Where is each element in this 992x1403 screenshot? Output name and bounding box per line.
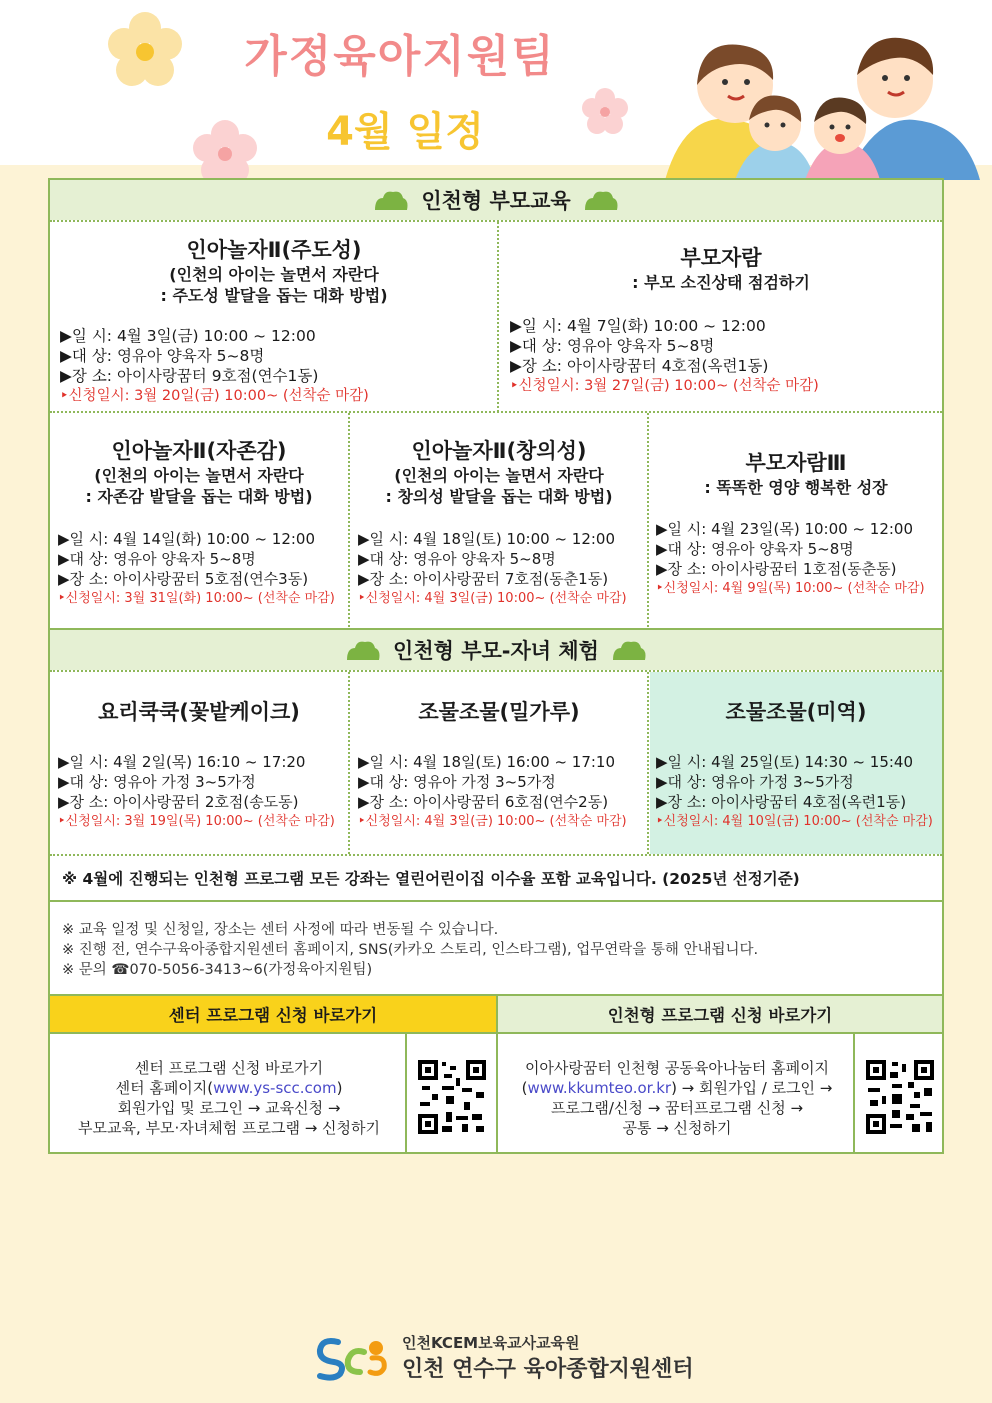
page-subtitle: 4월 일정 bbox=[326, 109, 484, 155]
event-place: ▶장 소: 아이사랑꿈터 7호점(동춘1동) bbox=[358, 570, 609, 588]
notes-list bbox=[62, 920, 758, 980]
divider bbox=[497, 222, 499, 412]
event-card-highlighted bbox=[650, 672, 942, 854]
event-subtitle: : 부모 소진상태 점검하기 bbox=[632, 273, 810, 292]
section-title: 인천형 부모-자녀 체험 bbox=[393, 639, 599, 663]
event-date: ▶일 시: 4월 23일(목) 10:00 ~ 12:00 bbox=[656, 520, 914, 538]
event-apply: ‣신청일시: 4월 10일(금) 10:00~ (선착순 마감) bbox=[656, 814, 933, 829]
event-title: 요리쿡쿡(꽃밭케이크) bbox=[98, 700, 300, 724]
event-target: ▶대 상: 영유아 양육자 5~8명 bbox=[358, 550, 556, 568]
bush-icon bbox=[583, 190, 619, 210]
event-details bbox=[358, 752, 627, 832]
family-illustration bbox=[655, 30, 985, 190]
event-details bbox=[58, 752, 335, 832]
event-subtitle: (인천의 아이는 놀면서 자란다 bbox=[94, 466, 304, 485]
event-details bbox=[656, 519, 925, 599]
event-title: 인아놀자Ⅱ(주도성) bbox=[186, 238, 362, 262]
event-place: ▶장 소: 아이사랑꿈터 2호점(송도동) bbox=[58, 793, 299, 811]
bush-icon bbox=[611, 640, 647, 660]
event-target: ▶대 상: 영유아 가정 3~5가정 bbox=[58, 773, 256, 791]
event-title: 조물조물(미역) bbox=[725, 700, 867, 724]
event-subtitle: : 주도성 발달을 돕는 대화 방법) bbox=[160, 286, 388, 305]
event-subtitle: (인천의 아이는 놀면서 자란다 bbox=[169, 265, 379, 284]
schedule-frame bbox=[48, 178, 944, 1154]
event-card bbox=[50, 222, 498, 410]
bush-icon bbox=[345, 640, 381, 660]
open-daycare-notice: ※ 4월에 진행되는 인천형 프로그램 모든 강좌는 열린어린이집 이수율 포함 교육입니다. (2025년 선정기준) bbox=[62, 870, 800, 888]
event-target: ▶대 상: 영유아 가정 3~5가정 bbox=[656, 773, 854, 791]
event-place: ▶장 소: 아이사랑꿈터 9호점(연수1동) bbox=[60, 367, 319, 385]
event-apply: ‣신청일시: 3월 19일(목) 10:00~ (선착순 마감) bbox=[58, 814, 335, 829]
event-date: ▶일 시: 4월 18일(토) 10:00 ~ 12:00 bbox=[358, 530, 616, 548]
qr-code-icon[interactable] bbox=[416, 1058, 488, 1136]
event-date: ▶일 시: 4월 3일(금) 10:00 ~ 12:00 bbox=[60, 327, 316, 345]
section-heading-parent-child bbox=[50, 630, 942, 670]
event-date: ▶일 시: 4월 18일(토) 16:00 ~ 17:10 bbox=[358, 753, 616, 771]
event-details bbox=[510, 316, 819, 396]
event-details bbox=[656, 752, 933, 832]
event-card bbox=[50, 672, 348, 854]
divider bbox=[647, 672, 649, 854]
flower-icon bbox=[185, 120, 265, 180]
event-target: ▶대 상: 영유아 가정 3~5가정 bbox=[358, 773, 556, 791]
divider bbox=[496, 996, 498, 1152]
flower-icon bbox=[580, 88, 630, 138]
instruction-line: 프로그램/신청 → 꿈터프로그램 신청 → bbox=[550, 1099, 804, 1117]
event-title: 인아놀자Ⅱ(창의성) bbox=[411, 439, 587, 463]
page-title: 가정육아지원팀 bbox=[244, 31, 556, 82]
qr-code-icon[interactable] bbox=[864, 1058, 936, 1136]
event-subtitle: : 자존감 발달을 돕는 대화 방법) bbox=[85, 487, 313, 506]
event-apply: ‣신청일시: 4월 3일(금) 10:00~ (선착순 마감) bbox=[358, 591, 627, 606]
divider bbox=[647, 413, 649, 627]
section-heading-parent-education bbox=[50, 180, 942, 220]
event-apply: ‣신청일시: 4월 3일(금) 10:00~ (선착순 마감) bbox=[358, 814, 627, 829]
event-subtitle: : 똑똑한 영양 행복한 성장 bbox=[704, 478, 888, 497]
event-date: ▶일 시: 4월 14일(화) 10:00 ~ 12:00 bbox=[58, 530, 316, 548]
event-subtitle: : 창의성 발달을 돕는 대화 방법) bbox=[385, 487, 613, 506]
note-item: ※ 문의 ☎070-5056-3413~6(가정육아지원팀) bbox=[62, 962, 373, 978]
event-title: 조물조물(밀가루) bbox=[418, 700, 580, 724]
event-title: 인아놀자Ⅱ(자존감) bbox=[111, 439, 287, 463]
event-place: ▶장 소: 아이사랑꿈터 1호점(동춘동) bbox=[656, 560, 897, 578]
event-date: ▶일 시: 4월 25일(토) 14:30 ~ 15:40 bbox=[656, 753, 914, 771]
instruction-text: ) → 회원가입 / 로그인 → bbox=[671, 1079, 833, 1097]
divider bbox=[853, 1034, 855, 1152]
event-date: ▶일 시: 4월 2일(목) 16:10 ~ 17:20 bbox=[58, 753, 306, 771]
event-card bbox=[350, 413, 648, 627]
instruction-line bbox=[54, 1078, 404, 1098]
event-target: ▶대 상: 영유아 양육자 5~8명 bbox=[60, 347, 265, 365]
instruction-line: 센터 프로그램 신청 바로가기 bbox=[134, 1059, 324, 1077]
note-item: ※ 교육 일정 및 신청일, 장소는 센터 사정에 따라 변동될 수 있습니다. bbox=[62, 922, 499, 938]
instruction-text: ( bbox=[521, 1079, 528, 1097]
event-date: ▶일 시: 4월 7일(화) 10:00 ~ 12:00 bbox=[510, 317, 766, 335]
event-card bbox=[500, 222, 942, 410]
footer-org-subtitle: 인천KCEM보육교사교육원 bbox=[402, 1334, 580, 1352]
event-target: ▶대 상: 영유아 양육자 5~8명 bbox=[58, 550, 256, 568]
event-place: ▶장 소: 아이사랑꿈터 4호점(옥련1동) bbox=[656, 793, 907, 811]
flower-icon bbox=[100, 10, 190, 90]
event-target: ▶대 상: 영유아 양육자 5~8명 bbox=[510, 337, 715, 355]
event-card bbox=[650, 413, 942, 627]
center-logo-icon bbox=[314, 1332, 394, 1382]
event-details bbox=[60, 326, 369, 406]
section-title: 인천형 부모교육 bbox=[421, 189, 571, 213]
event-apply: ‣신청일시: 4월 9일(목) 10:00~ (선착순 마감) bbox=[656, 581, 925, 596]
incheon-instructions bbox=[502, 1058, 852, 1138]
event-card bbox=[350, 672, 648, 854]
instruction-text: ) bbox=[336, 1079, 343, 1097]
footer-org-name: 인천 연수구 육아종합지원센터 bbox=[402, 1357, 694, 1382]
incheon-program-link-heading[interactable]: 인천형 프로그램 신청 바로가기 bbox=[498, 996, 942, 1032]
event-place: ▶장 소: 아이사랑꿈터 4호점(옥련1동) bbox=[510, 357, 769, 375]
instruction-text: 센터 홈페이지( bbox=[115, 1079, 214, 1097]
event-place: ▶장 소: 아이사랑꿈터 5호점(연수3동) bbox=[58, 570, 309, 588]
event-title: 부모자람 bbox=[680, 246, 762, 270]
center-homepage-link[interactable]: www.ys-scc.com bbox=[213, 1079, 337, 1097]
event-apply: ‣신청일시: 3월 31일(화) 10:00~ (선착순 마감) bbox=[58, 591, 335, 606]
event-details bbox=[58, 529, 335, 609]
instruction-line: 이아사랑꿈터 인천형 공동육아나눔터 홈페이지 bbox=[524, 1059, 830, 1077]
event-apply: ‣신청일시: 3월 27일(금) 10:00~ (선착순 마감) bbox=[510, 378, 819, 394]
bush-icon bbox=[373, 190, 409, 210]
instruction-line: 공통 → 신청하기 bbox=[622, 1119, 732, 1137]
divider bbox=[50, 900, 942, 902]
event-details bbox=[358, 529, 627, 609]
kkumteo-homepage-link[interactable]: www.kkumteo.or.kr bbox=[527, 1079, 672, 1097]
event-target: ▶대 상: 영유아 양육자 5~8명 bbox=[656, 540, 854, 558]
instruction-line: 부모교육, 부모·자녀체험 프로그램 → 신청하기 bbox=[78, 1119, 380, 1137]
instruction-line bbox=[502, 1078, 852, 1098]
event-place: ▶장 소: 아이사랑꿈터 6호점(연수2동) bbox=[358, 793, 609, 811]
event-title: 부모자람Ⅲ bbox=[745, 451, 847, 475]
event-card bbox=[50, 413, 348, 627]
instruction-line: 회원가입 및 로그인 → 교육신청 → bbox=[117, 1099, 341, 1117]
divider bbox=[405, 1034, 407, 1152]
center-program-link-heading[interactable]: 센터 프로그램 신청 바로가기 bbox=[50, 996, 496, 1032]
note-item: ※ 진행 전, 연수구육아종합지원센터 홈페이지, SNS(카카오 스토리, 인스타그램), 업무연락을 통해 안내됩니다. bbox=[62, 942, 759, 958]
event-subtitle: (인천의 아이는 놀면서 자란다 bbox=[394, 466, 604, 485]
center-instructions bbox=[54, 1058, 404, 1138]
event-apply: ‣신청일시: 3월 20일(금) 10:00~ (선착순 마감) bbox=[60, 388, 369, 404]
